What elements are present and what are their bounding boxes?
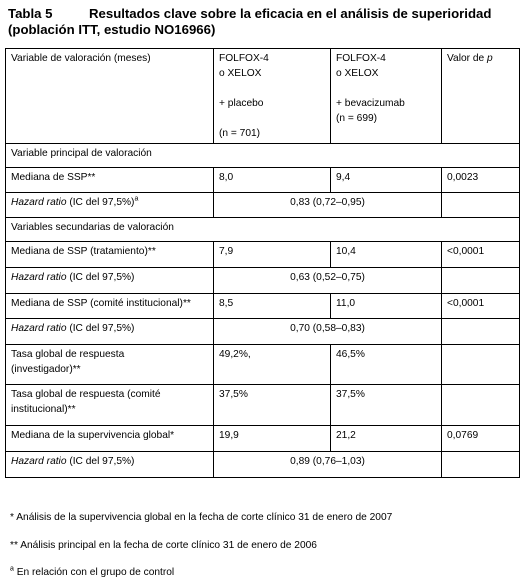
cell-bevacizumab: 21,2 xyxy=(331,426,442,452)
row-label: Mediana de SSP (tratamiento)** xyxy=(6,242,214,268)
cell-hazard-ratio: 0,63 (0,52–0,75) xyxy=(214,268,442,294)
table-row xyxy=(6,385,520,426)
table-row xyxy=(6,193,520,218)
cell-bevacizumab: 9,4 xyxy=(331,168,442,193)
cell-bevacizumab: 37,5% xyxy=(331,385,442,426)
table-row xyxy=(6,242,520,268)
cell-p-value: 0,0023 xyxy=(442,168,520,193)
cell-hazard-ratio: 0,89 (0,76–1,03) xyxy=(214,452,442,478)
row-label: Tasa global de respuesta (comité institucional)** xyxy=(6,385,214,426)
table-title-main: Resultados clave sobre la eficacia en el análisis de superioridad xyxy=(89,6,492,21)
footnote-primary-analysis: ** Análisis principal en la fecha de corte clínico 31 de enero de 2006 xyxy=(10,540,317,551)
cell-hazard-ratio: 0,70 (0,58–0,83) xyxy=(214,319,442,345)
cell-p-value xyxy=(442,319,520,345)
row-label: Hazard ratio (IC del 97,5%) xyxy=(6,319,214,345)
table-number: Tabla 5 xyxy=(8,6,53,21)
cell-placebo: 19,9 xyxy=(214,426,331,452)
cell-p-value: <0,0001 xyxy=(442,294,520,319)
cell-placebo: 8,5 xyxy=(214,294,331,319)
efficacy-table xyxy=(5,48,520,478)
cell-p-value: 0,0769 xyxy=(442,426,520,452)
table-title xyxy=(8,6,518,38)
header-placebo-arm: FOLFOX-4 o XELOX + placebo (n = 701) xyxy=(214,49,331,144)
table-title-line2: (población ITT, estudio NO16966) xyxy=(8,22,216,37)
cell-p-value xyxy=(442,268,520,294)
header-p-value: Valor de p xyxy=(442,49,520,144)
cell-p-value xyxy=(442,193,520,218)
table-row xyxy=(6,268,520,294)
row-label: Hazard ratio (IC del 97,5%) xyxy=(6,452,214,478)
cell-bevacizumab: 46,5% xyxy=(331,345,442,385)
section-label: Variable principal de valoración xyxy=(6,144,520,168)
footnote-overall-survival: * Análisis de la supervivencia global en la fecha de corte clínico 31 de enero de 2007 xyxy=(10,512,393,523)
cell-hazard-ratio: 0,83 (0,72–0,95) xyxy=(214,193,442,218)
table-row xyxy=(6,168,520,193)
header-variable: Variable de valoración (meses) xyxy=(6,49,214,144)
cell-p-value: <0,0001 xyxy=(442,242,520,268)
cell-bevacizumab: 11,0 xyxy=(331,294,442,319)
section-label: Variables secundarias de valoración xyxy=(6,218,520,242)
row-label: Hazard ratio (IC del 97,5%) xyxy=(6,268,214,294)
table-row xyxy=(6,452,520,478)
row-label: Mediana de SSP (comité institucional)** xyxy=(6,294,214,319)
table-row xyxy=(6,294,520,319)
cell-placebo: 7,9 xyxy=(214,242,331,268)
table-row xyxy=(6,319,520,345)
cell-p-value xyxy=(442,385,520,426)
cell-placebo: 49,2%, xyxy=(214,345,331,385)
cell-placebo: 37,5% xyxy=(214,385,331,426)
row-label: Tasa global de respuesta (investigador)** xyxy=(6,345,214,385)
row-label: Hazard ratio (IC del 97,5%)$^a$ xyxy=(6,193,214,218)
row-label: Mediana de SSP** xyxy=(6,168,214,193)
table-row xyxy=(6,426,520,452)
cell-bevacizumab: 10,4 xyxy=(331,242,442,268)
row-label: Mediana de la supervivencia global* xyxy=(6,426,214,452)
section-row-secondary xyxy=(6,218,520,242)
cell-p-value xyxy=(442,452,520,478)
footnote-control-group: $^a$ En relación con el grupo de control xyxy=(10,565,175,578)
cell-p-value xyxy=(442,345,520,385)
table-header-row xyxy=(6,49,520,144)
header-bevacizumab-arm: FOLFOX-4 o XELOX + bevacizumab (n = 699) xyxy=(331,49,442,144)
section-row-primary xyxy=(6,144,520,168)
table-row xyxy=(6,345,520,385)
cell-placebo: 8,0 xyxy=(214,168,331,193)
